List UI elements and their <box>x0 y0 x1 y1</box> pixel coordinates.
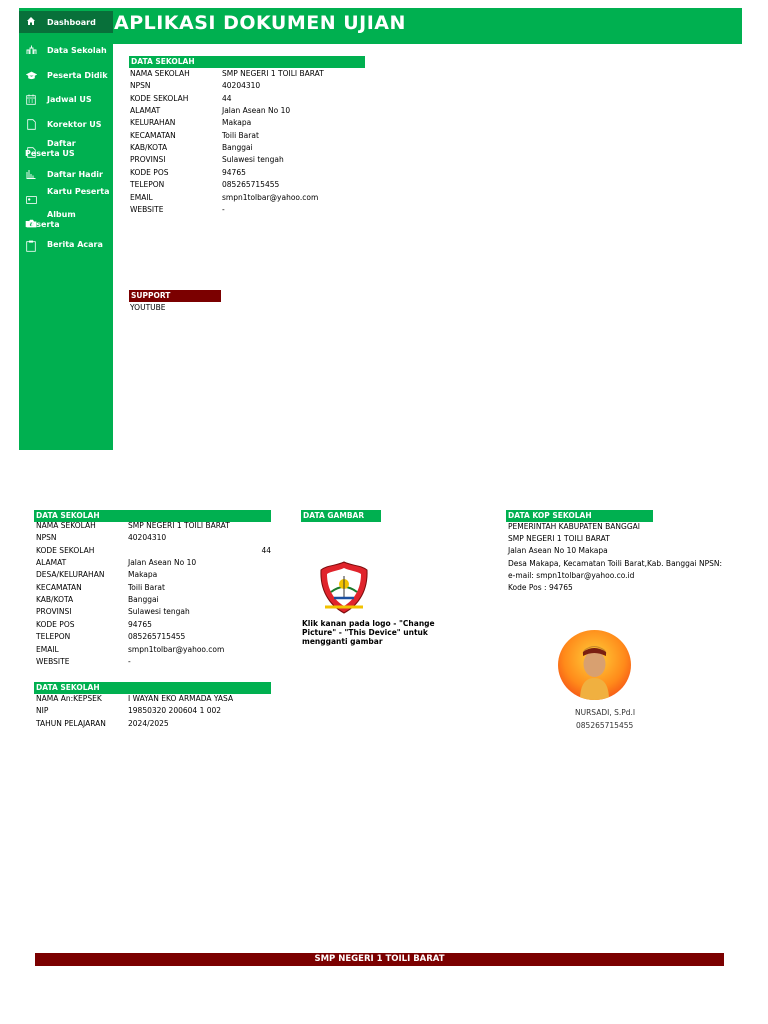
row-label: KECAMATAN <box>130 130 176 140</box>
row-value: Jalan Asean No 10 <box>128 558 197 568</box>
row-label: NAMA An:KEPSEK <box>36 694 102 703</box>
bottom-school-table <box>36 521 272 669</box>
profile-phone: 085265715455 <box>576 721 634 730</box>
row-label: KELURAHAN <box>130 118 176 128</box>
row-label: DESA/KELURAHAN <box>36 570 105 580</box>
sidebar-item-daftar-peserta-us[interactable] <box>19 138 113 162</box>
row-label: KODE POS <box>36 619 75 629</box>
row-value: smpn1tolbar@yahoo.com <box>222 192 319 202</box>
row-value: 19850320 200604 1 002 <box>128 706 222 716</box>
row-label: KODE SEKOLAH <box>130 93 189 103</box>
row-value: 40204310 <box>128 533 167 543</box>
row-label: EMAIL <box>36 644 59 654</box>
sidebar-item-dashboard[interactable] <box>19 11 113 33</box>
row-value: 44 <box>261 545 271 555</box>
row-label: WEBSITE <box>36 656 70 666</box>
sidebar <box>19 8 113 450</box>
row-value: Makapa <box>128 570 158 580</box>
sidebar-item-label: Berita Acara <box>47 240 103 249</box>
kepsek-header: DATA SEKOLAH <box>34 682 271 694</box>
sidebar-item-korektor-us[interactable] <box>19 114 113 134</box>
row-value: - <box>128 656 131 666</box>
calendar-icon <box>25 93 37 105</box>
row-label: KODE SEKOLAH <box>36 545 95 555</box>
row-label: KAB/KOTA <box>36 595 74 605</box>
row-label: KAB/KOTA <box>130 143 168 153</box>
row-label: NAMA SEKOLAH <box>130 69 190 78</box>
row-label: WEBSITE <box>130 204 164 214</box>
app-title: APLIKASI DOKUMEN UJIAN <box>114 12 406 34</box>
row-value: 40204310 <box>222 81 261 91</box>
row-label: NPSN <box>36 533 57 543</box>
sidebar-item-album-peserta[interactable] <box>19 209 113 233</box>
row-label: NAMA SEKOLAH <box>36 521 96 530</box>
profile-name: NURSADI, S.Pd.I <box>575 708 636 717</box>
sidebar-item-label: Album Peserta <box>25 210 76 229</box>
footer-bar: SMP NEGERI 1 TOILI BARAT <box>35 953 724 966</box>
sidebar-item-daftar-hadir[interactable] <box>19 164 113 184</box>
kop-line: SMP NEGERI 1 TOILI BARAT <box>508 534 610 544</box>
sidebar-item-label: Korektor US <box>47 120 102 129</box>
kop-header: DATA KOP SEKOLAH <box>506 510 653 522</box>
sidebar-item-berita-acara[interactable] <box>19 234 113 254</box>
sidebar-item-jadwal-us[interactable] <box>19 89 113 109</box>
row-label: PROVINSI <box>130 155 166 165</box>
kop-line: Jalan Asean No 10 Makapa <box>508 546 608 556</box>
row-label: ALAMAT <box>36 558 67 568</box>
row-value: Sulawesi tengah <box>128 607 190 617</box>
school-icon <box>25 44 37 56</box>
row-value: 94765 <box>222 167 246 177</box>
row-label: TELEPON <box>130 180 165 190</box>
bar-chart-icon <box>25 168 37 180</box>
sidebar-item-kartu-peserta[interactable] <box>19 186 113 210</box>
sidebar-item-label: Daftar Hadir <box>47 170 103 179</box>
row-value: Toili Barat <box>128 582 165 592</box>
row-label: ALAMAT <box>130 106 161 116</box>
row-value: Jalan Asean No 10 <box>222 106 291 116</box>
row-label: KODE POS <box>130 167 169 177</box>
sidebar-item-label: Kartu Peserta <box>47 187 110 196</box>
row-label: KECAMATAN <box>36 582 82 592</box>
row-value: 2024/2025 <box>128 718 169 728</box>
top-school-table <box>130 69 390 217</box>
sidebar-item-label: Dashboard <box>47 18 96 27</box>
row-value: Sulawesi tengah <box>222 155 284 165</box>
support-header: SUPPORT <box>129 290 221 302</box>
row-value: Toili Barat <box>222 130 259 140</box>
home-icon <box>25 15 37 27</box>
row-value: Banggai <box>222 143 253 153</box>
support-youtube-link[interactable]: YOUTUBE <box>130 303 166 312</box>
row-value: 085265715455 <box>222 180 280 190</box>
row-value: Banggai <box>128 595 159 605</box>
sidebar-item-label: Jadwal US <box>47 95 92 104</box>
sidebar-item-label: Daftar Peserta US <box>25 139 76 158</box>
sidebar-item-data-sekolah[interactable] <box>19 40 113 60</box>
kop-line: Kode Pos : 94765 <box>508 583 573 592</box>
row-value[interactable]: smpn1tolbar@yahoo.com <box>128 644 225 654</box>
row-label: NPSN <box>130 81 151 91</box>
row-value: SMP NEGERI 1 TOILI BARAT <box>128 521 230 530</box>
row-label: PROVINSI <box>36 607 72 617</box>
row-value: Makapa <box>222 118 252 128</box>
document-icon <box>25 118 37 130</box>
kop-line: e-mail: smpn1tolbar@yahoo.co.id <box>508 570 635 580</box>
row-value: - <box>222 204 225 214</box>
top-school-header: DATA SEKOLAH <box>129 56 365 68</box>
row-value: SMP NEGERI 1 TOILI BARAT <box>222 69 324 78</box>
row-label: TELEPON <box>36 632 71 642</box>
kepsek-table <box>36 694 272 731</box>
graduation-cap-icon <box>25 69 37 81</box>
row-value: I WAYAN EKO ARMADA YASA <box>128 694 234 703</box>
kop-line: Desa Makapa, Kecamatan Toili Barat,Kab. Banggai NPSN: <box>508 558 723 568</box>
row-label: EMAIL <box>130 192 153 202</box>
sidebar-item-label: Data Sekolah <box>47 46 107 55</box>
gambar-header: DATA GAMBAR <box>301 510 381 522</box>
row-value: 44 <box>222 93 232 103</box>
row-label: TAHUN PELAJARAN <box>36 718 106 728</box>
sidebar-item-label: Peserta Didik <box>47 71 108 80</box>
kop-line: PEMERINTAH KABUPATEN BANGGAI <box>508 522 640 531</box>
clipboard-icon <box>25 240 37 252</box>
bottom-school-header: DATA SEKOLAH <box>34 510 271 522</box>
row-value: 94765 <box>128 619 152 629</box>
profile-photo[interactable] <box>558 630 631 700</box>
school-logo[interactable] <box>319 560 369 615</box>
row-value: 085265715455 <box>128 632 186 642</box>
gambar-instruction: Klik kanan pada logo - "Change Picture" - "This Device" untuk mengganti gambar <box>302 619 435 646</box>
row-label: NIP <box>36 706 49 716</box>
sidebar-item-peserta-didik[interactable] <box>19 65 113 85</box>
